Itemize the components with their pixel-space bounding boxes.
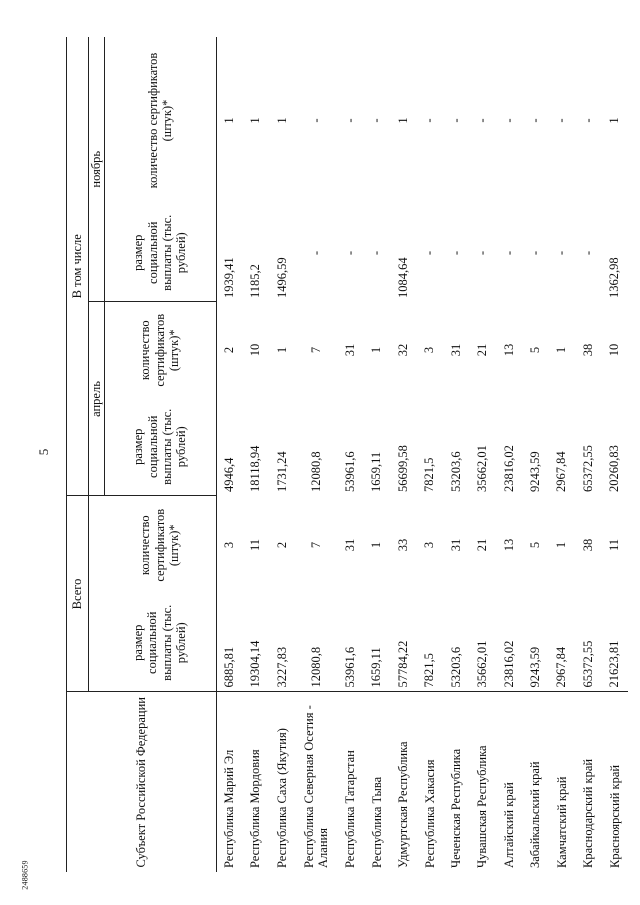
- total-count-cell: 31: [342, 538, 357, 552]
- nov-payment-cell: 1185,2: [248, 264, 263, 298]
- table-body: [216, 37, 628, 872]
- header-november: ноябрь: [88, 37, 104, 302]
- header-top-rule: [58, 37, 66, 872]
- april-count-cell: 13: [501, 343, 516, 357]
- table-row: [522, 37, 548, 872]
- total-count-cell: 38: [580, 538, 595, 552]
- total-count-cell: 1: [369, 541, 384, 549]
- total-count-cell: 1: [554, 541, 569, 549]
- table-row: [602, 37, 628, 872]
- nov-payment-cell: -: [422, 250, 437, 256]
- nov-payment-cell: 1362,98: [607, 257, 622, 298]
- total-payment-cell: 9243,59: [527, 646, 542, 688]
- subject-cell: Чувашская Республика: [469, 692, 495, 872]
- nov-payment-cell: 1939,41: [221, 257, 236, 298]
- nov-payment-cell: -: [501, 250, 516, 256]
- header-april-payment: размер социальной выплаты (тыс. рублей): [104, 398, 216, 496]
- total-count-cell: 11: [248, 538, 263, 552]
- total-count-cell: 3: [422, 541, 437, 549]
- table-row: [295, 37, 337, 872]
- total-count-cell: 21: [475, 538, 490, 552]
- total-payment-cell: 6885,81: [221, 646, 236, 688]
- table-row: [549, 37, 575, 872]
- total-payment-cell: 2967,84: [554, 646, 569, 688]
- nov-count-cell: -: [527, 118, 542, 123]
- subject-cell: Чеченская Республика: [443, 692, 469, 872]
- table-row: [496, 37, 522, 872]
- total-payment-cell: 23816,02: [501, 640, 516, 688]
- nov-payment-cell: 1084,64: [395, 257, 410, 298]
- total-payment-cell: 53961,6: [342, 646, 357, 688]
- table-row: [416, 37, 442, 872]
- april-count-cell: 1: [369, 346, 384, 354]
- nov-count-cell: 1: [607, 117, 622, 124]
- april-payment-cell: 9243,59: [527, 451, 542, 492]
- header-nov-payment: размер социальной выплаты (тыс. рублей): [104, 204, 216, 302]
- subject-cell: Республика Марий Эл: [216, 692, 242, 872]
- april-count-cell: 21: [475, 343, 490, 357]
- header-nov-count: количество сертификатов (штук)*: [104, 37, 216, 204]
- april-count-cell: 1: [554, 346, 569, 354]
- april-payment-cell: 7821,5: [422, 457, 437, 492]
- nov-count-cell: 1: [274, 117, 289, 124]
- total-payment-cell: 57784,22: [395, 640, 410, 688]
- april-payment-cell: 35662,01: [475, 445, 490, 492]
- subject-cell: Республика Татарстан: [337, 692, 363, 872]
- nov-count-cell: -: [554, 118, 569, 123]
- subject-cell: Республика Саха (Якутия): [269, 692, 295, 872]
- subject-cell: Камчатский край: [549, 692, 575, 872]
- april-count-cell: 1: [274, 346, 289, 354]
- header-subject: Субъект Российской Федерации: [66, 692, 216, 872]
- april-payment-cell: 1659,11: [369, 451, 384, 492]
- april-count-cell: 7: [308, 346, 323, 354]
- total-payment-cell: 65372,55: [580, 640, 595, 688]
- total-count-cell: 3: [221, 541, 236, 549]
- subject-cell: Республика Северная Осетия - Алания: [295, 692, 337, 872]
- april-payment-cell: 65372,55: [580, 445, 595, 492]
- nov-count-cell: -: [369, 118, 384, 123]
- table-row: [242, 37, 268, 872]
- april-payment-cell: 56699,58: [395, 445, 410, 492]
- subject-cell: Краснодарский край: [575, 692, 601, 872]
- nov-payment-cell: -: [308, 250, 323, 256]
- header-total-spacer: [88, 496, 104, 692]
- table-row: [269, 37, 295, 872]
- april-payment-cell: 1731,24: [274, 451, 289, 492]
- header-total: Всего: [66, 496, 88, 692]
- nov-payment-cell: -: [527, 250, 542, 256]
- total-payment-cell: 12080,8: [308, 646, 323, 688]
- total-count-cell: 7: [308, 541, 323, 549]
- table-row: [390, 37, 416, 872]
- april-payment-cell: 2967,84: [554, 451, 569, 492]
- total-count-cell: 11: [607, 538, 622, 552]
- table-row: [575, 37, 601, 872]
- header-april-count: количество сертификатов (штук)*: [104, 302, 216, 398]
- nov-count-cell: -: [580, 118, 595, 123]
- total-count-cell: 2: [274, 541, 289, 549]
- header-total-count: количество сертификатов (штук)*: [104, 496, 216, 594]
- total-count-cell: 13: [501, 538, 516, 552]
- april-payment-cell: 53961,6: [342, 451, 357, 492]
- page-number: 5: [36, 448, 51, 456]
- april-payment-cell: 20260,83: [607, 445, 622, 492]
- subject-cell: Удмуртская Республика: [390, 692, 416, 872]
- nov-count-cell: -: [342, 118, 357, 123]
- nov-count-cell: -: [475, 118, 490, 123]
- total-payment-cell: 1659,11: [369, 647, 384, 688]
- header-total-payment: размер социальной выплаты (тыс. рублей): [104, 594, 216, 692]
- april-count-cell: 32: [395, 343, 410, 357]
- april-payment-cell: 12080,8: [308, 451, 323, 492]
- subject-cell: Забайкальский край: [522, 692, 548, 872]
- april-count-cell: 31: [342, 343, 357, 357]
- april-count-cell: 2: [221, 346, 236, 354]
- subject-cell: Алтайский край: [496, 692, 522, 872]
- total-payment-cell: 35662,01: [475, 640, 490, 688]
- april-payment-cell: 4946,4: [221, 457, 236, 492]
- total-payment-cell: 21623,81: [607, 640, 622, 688]
- nov-payment-cell: -: [580, 250, 595, 256]
- subject-cell: Красноярский край: [602, 692, 628, 872]
- nov-payment-cell: -: [448, 250, 463, 256]
- subject-cell: Республика Хакасия: [416, 692, 442, 872]
- april-count-cell: 38: [580, 343, 595, 357]
- total-payment-cell: 53203,6: [448, 646, 463, 688]
- subject-cell: Республика Мордовия: [242, 692, 268, 872]
- total-payment-cell: 7821,5: [422, 653, 437, 688]
- total-count-cell: 33: [395, 538, 410, 552]
- nov-count-cell: 1: [221, 117, 236, 124]
- header-april: апрель: [88, 302, 104, 496]
- april-count-cell: 5: [527, 346, 542, 354]
- april-payment-cell: 18118,94: [248, 445, 263, 492]
- table-row: [337, 37, 363, 872]
- nov-count-cell: 1: [248, 117, 263, 124]
- table-row: [364, 37, 390, 872]
- total-payment-cell: 19304,14: [248, 640, 263, 688]
- table-row: [216, 37, 242, 872]
- nov-count-cell: -: [308, 118, 323, 123]
- header-including: В том числе: [66, 37, 88, 496]
- april-count-cell: 31: [448, 343, 463, 357]
- nov-count-cell: -: [448, 118, 463, 123]
- nov-count-cell: -: [422, 118, 437, 123]
- nov-payment-cell: -: [369, 250, 384, 256]
- nov-payment-cell: -: [554, 250, 569, 256]
- april-count-cell: 10: [248, 343, 263, 357]
- nov-payment-cell: -: [342, 250, 357, 256]
- document-code: 2488659: [20, 860, 30, 890]
- april-payment-cell: 53203,6: [448, 451, 463, 492]
- nov-count-cell: -: [501, 118, 516, 123]
- april-payment-cell: 23816,02: [501, 445, 516, 492]
- april-count-cell: 3: [422, 346, 437, 354]
- nov-payment-cell: -: [475, 250, 490, 256]
- subject-cell: Республика Тыва: [364, 692, 390, 872]
- nov-payment-cell: 1496,59: [274, 257, 289, 298]
- total-count-cell: 5: [527, 541, 542, 549]
- total-count-cell: 31: [448, 538, 463, 552]
- table-row: [443, 37, 469, 872]
- april-count-cell: 10: [607, 343, 622, 357]
- nov-count-cell: 1: [395, 117, 410, 124]
- rotated-table-container: [58, 37, 628, 872]
- subsidy-table: [58, 37, 628, 872]
- total-payment-cell: 3227,83: [274, 646, 289, 688]
- table-row: [469, 37, 495, 872]
